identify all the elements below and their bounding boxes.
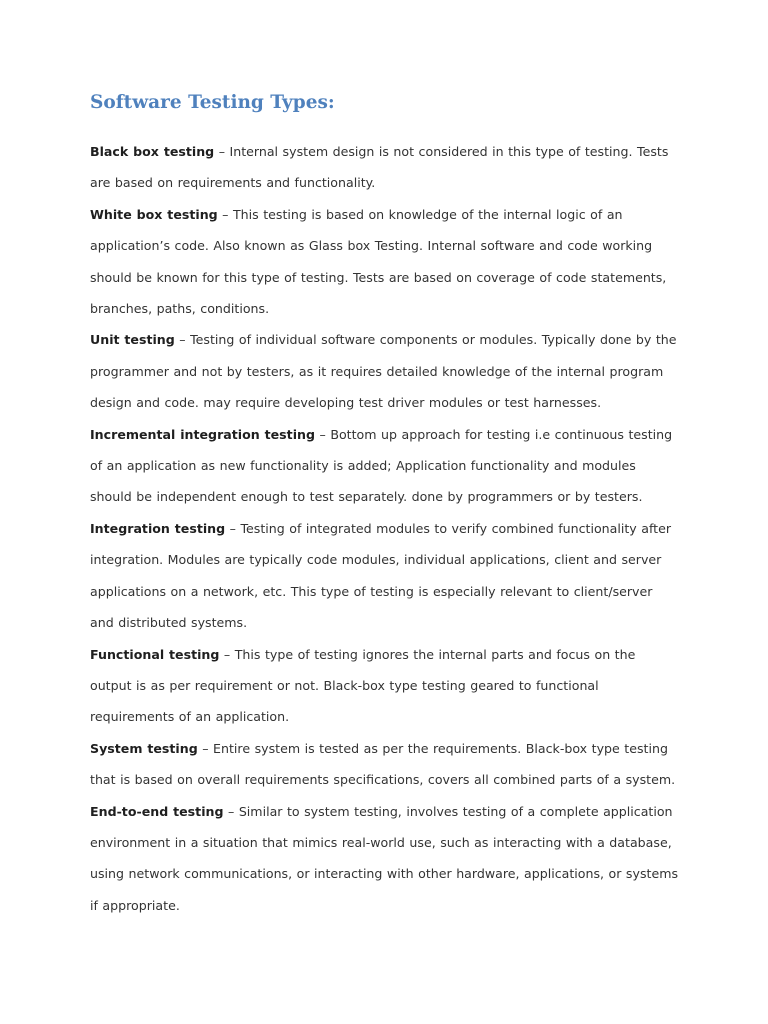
entry-description: Internal system design is not considered in this type of testing. Tests are based on requirements and functionality. [90,144,669,191]
entry-separator: – [315,426,331,442]
entry-term: White box testing [90,206,218,222]
entry-description: Testing of integrated modules to verify combined functionality after integration. Modules are typically code modules, individual applications, client and server applications on a network, etc. This type of testing is especially relevant to client/server and distributed systems. [90,520,672,631]
entry-term: Unit testing [90,332,175,348]
entry-separator: – [217,206,233,222]
entry-description: Entire system is tested as per the requirements. Black-box type testing that is based on overall requirements specifications, covers all combined parts of a system. [90,740,676,788]
entry-description: Similar to system testing, involves testing of a complete application environment in a situation that mimics real-world use, such as interacting with a database, using network communications, or interacting with other hardware, applications, or systems if appropriate. [90,803,679,913]
entry-end-to-end-testing [90,796,680,922]
entry-description: This testing is based on knowledge of the internal logic of an application’s code. Also known as Glass box Testing. Internal software and code working should be known for this type of testing. Tests are based on coverage of code statements, branches, paths, conditions. [90,206,667,317]
entry-separator: – [174,332,191,348]
entry-integration-testing [90,513,680,639]
entry-description: Bottom up approach for testing i.e continuous testing of an application as new functionality is added; Application functionality and modules should be independent enough to test separately. done by programmers or by testers. [90,426,673,505]
entry-term: Functional testing [90,646,220,662]
entry-white-box-testing [90,199,680,325]
entry-separator: – [214,144,230,159]
entry-black-box-testing [90,136,680,199]
entry-term: System testing [90,740,198,756]
entry-separator: – [225,520,241,536]
entry-term: End-to-end testing [90,803,224,819]
entry-term: Black box testing [90,144,215,159]
document-title: Software Testing Types: [90,92,335,113]
entry-functional-testing [90,639,680,733]
entry-separator: – [219,646,235,662]
entry-unit-testing [90,324,680,418]
entry-incremental-integration-testing [90,419,680,513]
entry-description: Testing of individual software components or modules. Typically done by the programmer and not by testers, as it requires detailed knowledge of the internal program design and code. may require developing test driver modules or test harnesses. [90,332,677,411]
entry-separator: – [223,803,239,819]
entry-separator: – [197,740,214,756]
entry-term: Incremental integration testing [90,426,316,442]
testing-types-list [90,136,680,921]
entry-description: This type of testing ignores the internal parts and focus on the output is as per requirement or not. Black-box type testing geared to functional requirements of an application. [90,646,636,725]
entry-system-testing [90,733,680,796]
entry-term: Integration testing [90,520,226,536]
